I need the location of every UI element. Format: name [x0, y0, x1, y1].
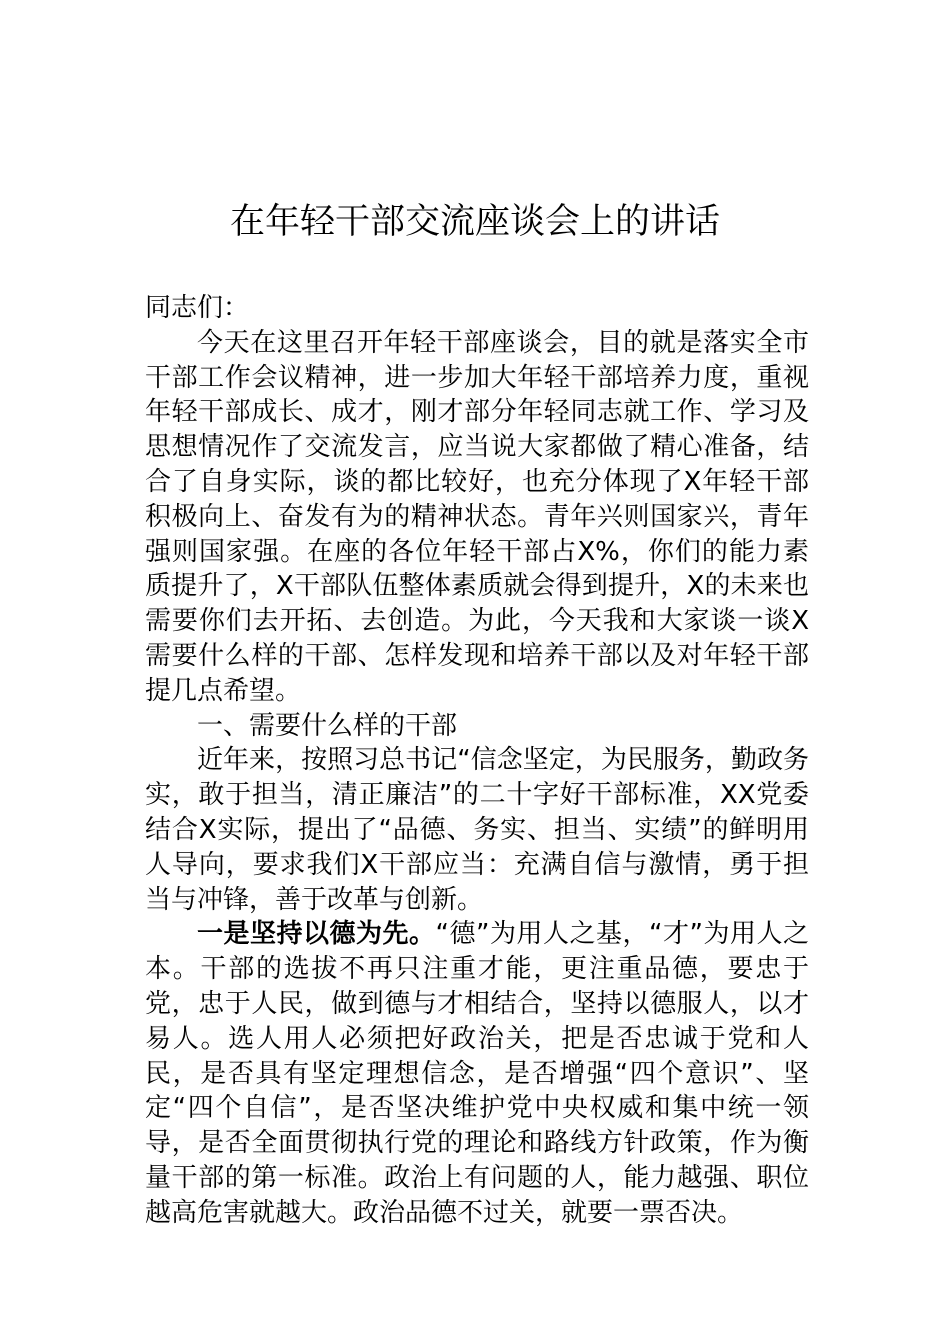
point-paragraph — [145, 917, 809, 1230]
document-title: 在年轻干部交流座谈会上的讲话 — [229, 202, 720, 242]
salutation: 同志们： — [145, 293, 250, 323]
document-body — [145, 291, 809, 1231]
point-lead: 一是坚持以德为先。 — [197, 919, 436, 950]
section-heading: 一、需要什么样的干部 — [197, 710, 458, 741]
point-text: “德”为用人之基，“才”为用人之本。干部的选拔不再只注重才能，更注重品德，要忠于党，忠于人民，做到德与才相结合，坚持以德服人，以才易人。选人用人必须把好政治关，把是否忠诚于党和人民，是否具有坚定理想信念，是否增强“四个意识”、坚定“四个自信”，是否坚决维护党中央权威和集中统一领导，是否全面贯彻执行党的理论和路线方针政策，作为衡量干部的第一标准。政治上有问题的人，能力越强、职位越高危害就越大。政治品德不过关，就要一票否决。 — [145, 919, 809, 1228]
section-paragraph: 近年来，按照习总书记“信念坚定，为民服务，勤政务实，敢于担当，清正廉洁”的二十字好干部标准，XX党委结合X实际，提出了“品德、务实、担当、实绩”的鲜明用人导向，要求我们X干部应当：充满自信与激情，勇于担当与冲锋，善于改革与创新。 — [145, 745, 809, 915]
intro-paragraph: 今天在这里召开年轻干部座谈会，目的就是落实全市干部工作会议精神，进一步加大年轻干部培养力度，重视年轻干部成长、成才，刚才部分年轻同志就工作、学习及思想情况作了交流发言，应当说大家都做了精心准备，结合了自身实际，谈的都比较好，也充分体现了X年轻干部积极向上、奋发有为的精神状态。青年兴则国家兴，青年强则国家强。在座的各位年轻干部占X%，你们的能力素质提升了，X干部队伍整体素质就会得到提升，X的未来也需要你们去开拓、去创造。为此，今天我和大家谈一谈X需要什么样的干部、怎样发现和培养干部以及对年轻干部提几点希望。 — [145, 327, 809, 706]
